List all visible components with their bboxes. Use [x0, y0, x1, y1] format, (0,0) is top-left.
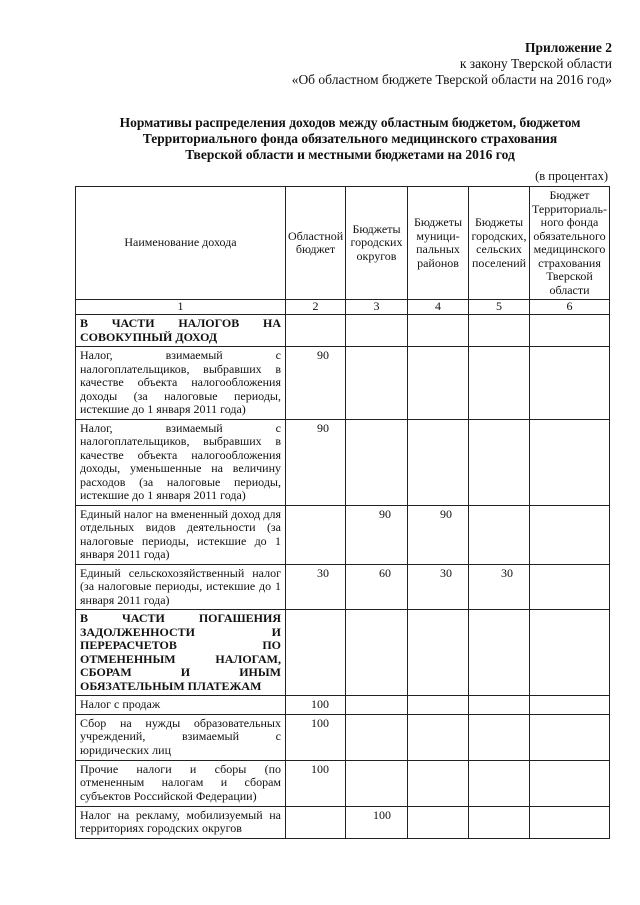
revenue-norms-table [75, 186, 610, 839]
section-heading: В ЧАСТИ ПОГАШЕНИЯ ЗАДОЛЖЕННОСТИ И ПЕРЕРАСЧЕТОВ ПО ОТМЕНЕННЫМ НАЛОГАМ, СБОРАМ И ИНЫМ ОБЯЗАТЕЛЬНЫМ ПЛАТЕЖАМ [76, 610, 286, 696]
table-cell: 60 [346, 564, 408, 610]
table-cell [286, 505, 346, 564]
table-cell: 30 [469, 564, 530, 610]
appendix-law-ref: к закону Тверской области [459, 56, 612, 71]
header-regional-budget: Областной бюджет [286, 187, 346, 300]
table-row-name: Единый налог на вмененный доход для отдельных видов деятельности (за налоговые периоды, истекшие до 1 января 2011 года) [76, 505, 286, 564]
table-cell [469, 315, 530, 347]
table-row-name: Налог, взимаемый с налогоплательщиков, выбравших в качестве объекта налогообложения доходы, уменьшенные на величину расходов (за налоговые периоды, истекшие до 1 января 2011 года) [76, 419, 286, 505]
table-cell [286, 806, 346, 838]
table-cell [530, 760, 610, 806]
appendix-law-name: «Об областном бюджете Тверской области на 2016 год» [291, 72, 612, 87]
table-cell [530, 315, 610, 347]
table-row-name: Сбор на нужды образовательных учреждений, взимаемый с юридических лиц [76, 714, 286, 760]
section-heading: В ЧАСТИ НАЛОГОВ НА СОВОКУПНЫЙ ДОХОД [76, 315, 286, 347]
header-city-districts: Бюджеты городских округов [346, 187, 408, 300]
table-cell [408, 760, 469, 806]
col-number: 2 [286, 300, 346, 315]
col-number: 1 [76, 300, 286, 315]
table-cell [469, 610, 530, 696]
col-number: 5 [469, 300, 530, 315]
title-line-3: Тверской области и местными бюджетами на 2016 год [185, 147, 515, 162]
header-income-name: Наименование дохода [76, 187, 286, 300]
table-cell [469, 347, 530, 420]
table-cell [530, 610, 610, 696]
table-cell: 100 [346, 806, 408, 838]
table-cell [408, 806, 469, 838]
table-cell [530, 347, 610, 420]
col-number: 4 [408, 300, 469, 315]
title-line-1: Нормативы распределения доходов между областным бюджетом, бюджетом [119, 115, 581, 130]
table-cell [469, 714, 530, 760]
table-cell: 90 [346, 505, 408, 564]
table-row-name: Прочие налоги и сборы (по отмененным налогам и сборам субъектов Российской Федерации) [76, 760, 286, 806]
table-cell [469, 806, 530, 838]
table-cell: 90 [286, 419, 346, 505]
col-number: 6 [530, 300, 610, 315]
table-cell [346, 315, 408, 347]
table-cell [346, 610, 408, 696]
table-cell [469, 419, 530, 505]
table-cell [530, 696, 610, 715]
table-cell [408, 696, 469, 715]
table-cell [346, 760, 408, 806]
table-cell [286, 610, 346, 696]
table-cell [346, 696, 408, 715]
table-cell [530, 806, 610, 838]
col-number: 3 [346, 300, 408, 315]
table-cell [346, 714, 408, 760]
table-cell: 100 [286, 760, 346, 806]
header-settlements: Бюджеты городских, сельских поселений [469, 187, 530, 300]
table-cell [469, 505, 530, 564]
table-cell: 100 [286, 714, 346, 760]
table-cell: 30 [408, 564, 469, 610]
table-cell [346, 419, 408, 505]
table-cell [408, 714, 469, 760]
table-cell [408, 315, 469, 347]
table-cell [530, 419, 610, 505]
table-cell [408, 610, 469, 696]
header-medical-fund: Бюджет Территориаль-ного фонда обязательного медицинского страхования Тверской области [530, 187, 610, 300]
table-cell: 90 [408, 505, 469, 564]
appendix-title: Приложение 2 [524, 40, 612, 55]
title-line-2: Территориального фонда обязательного медицинского страхования [142, 131, 558, 146]
table-cell [530, 714, 610, 760]
table-row-name: Единый сельскохозяйственный налог (за налоговые периоды, истекшие до 1 января 2011 года) [76, 564, 286, 610]
table-row-name: Налог, взимаемый с налогоплательщиков, выбравших в качестве объекта налогообложения доходы (за налоговые периоды, истекшие до 1 января 2011 года) [76, 347, 286, 420]
table-row-name: Налог на рекламу, мобилизуемый на территориях городских округов [76, 806, 286, 838]
table-cell: 100 [286, 696, 346, 715]
table-cell [530, 505, 610, 564]
table-cell [469, 760, 530, 806]
table-cell [469, 696, 530, 715]
appendix-header [292, 40, 612, 88]
unit-note: (в процентах) [535, 169, 608, 183]
header-municipal-districts: Бюджеты муници-пальных районов [408, 187, 469, 300]
table-cell: 30 [286, 564, 346, 610]
table-cell: 90 [286, 347, 346, 420]
table-cell [286, 315, 346, 347]
table-cell [346, 347, 408, 420]
table-cell [408, 347, 469, 420]
document-title [60, 115, 640, 163]
table-row-name: Налог с продаж [76, 696, 286, 715]
table-cell [408, 419, 469, 505]
table-cell [530, 564, 610, 610]
